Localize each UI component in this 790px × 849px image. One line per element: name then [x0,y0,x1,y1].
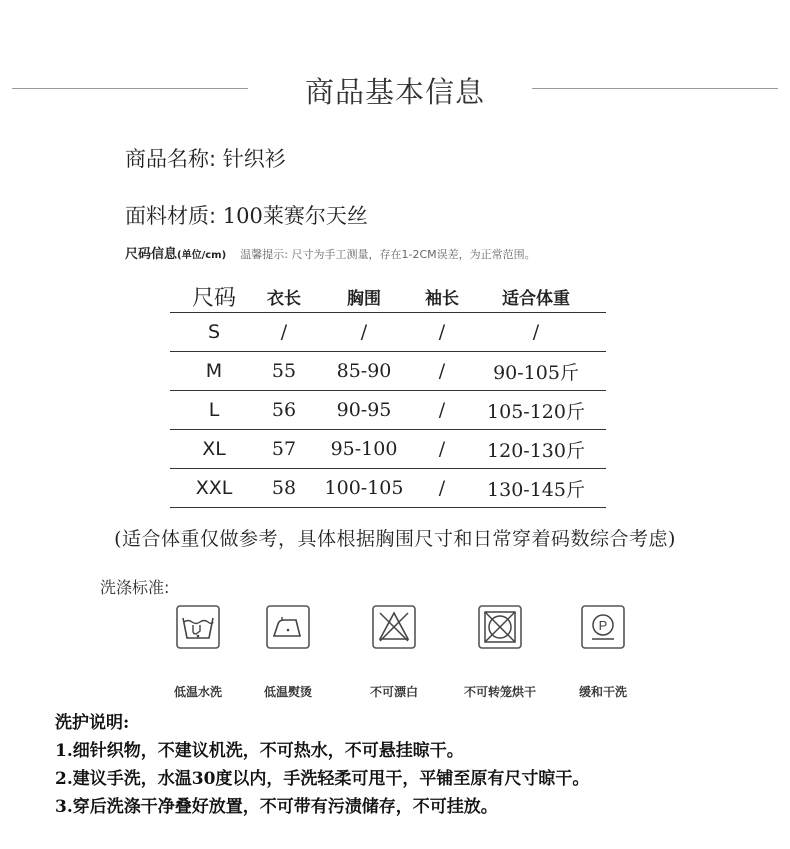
chest-cell: 100-105 [310,469,418,508]
care-line: 1.细针织物，不建议机洗，不可热水，不可悬挂晾干。 [55,741,464,761]
size-cell: L [170,391,258,430]
size-info-heading [125,243,536,262]
low-temp-iron-label: 低温熨烫 [263,685,312,699]
care-line: 2.建议手洗，水温30度以内，手洗轻柔可甩干，平铺至原有尺寸晾干。 [55,769,590,789]
size-cell: XL [170,430,258,469]
size-table [170,280,606,508]
product-name-value: 针织衫 [222,147,286,171]
length-cell: 57 [258,430,310,469]
care-line: 3.穿后洗涤干净叠好放置，不可带有污渍储存，不可挂放。 [55,797,498,817]
weight-note: (适合体重仅做参考，具体根据胸围尺寸和日常穿着码数综合考虑) [114,528,676,550]
size-cell: S [170,313,258,352]
svg-text:P: P [598,618,608,633]
chest-cell: 90-95 [310,391,418,430]
chest-cell: / [310,313,418,352]
table-row [170,469,606,508]
size-header-sleeve: 袖长 [418,280,466,313]
weight-cell: 120-130斤 [466,430,606,469]
product-material-value: 100莱赛尔天丝 [222,204,368,228]
size-cell: XXL [170,469,258,508]
table-row [170,430,606,469]
chest-cell: 95-100 [310,430,418,469]
low-temp-iron-icon [266,605,310,649]
weight-cell: 90-105斤 [466,352,606,391]
no-tumble-dry-label: 不可转笼烘干 [463,685,536,699]
size-cell: M [170,352,258,391]
table-row [170,391,606,430]
sleeve-cell: / [418,391,466,430]
sleeve-cell: / [418,313,466,352]
size-header-weight: 适合体重 [466,280,606,313]
no-tumble-dry-icon [478,605,522,649]
size-info-tip: 温馨提示: 尺寸为手工测量，存在1-2CM误差，为正常范围。 [240,248,536,261]
product-name-row [125,143,286,173]
no-bleach-label: 不可漂白 [369,685,418,699]
low-temp-wash-label: 低温水洗 [173,685,222,699]
chest-cell: 85-90 [310,352,418,391]
weight-cell: 105-120斤 [466,391,606,430]
length-cell: / [258,313,310,352]
sleeve-cell: / [418,430,466,469]
table-row [170,313,606,352]
length-cell: 58 [258,469,310,508]
size-header-length: 衣长 [258,280,310,313]
weight-cell: / [466,313,606,352]
product-name-label: 商品名称: [125,147,217,171]
gentle-dry-clean-icon [581,605,625,649]
table-row [170,352,606,391]
wash-standard-title: 洗涤标准: [100,578,170,597]
no-bleach-icon [372,605,416,649]
length-cell: 56 [258,391,310,430]
gentle-dry-clean-label: 缓和干洗 [578,685,627,699]
size-header-size: 尺码 [170,280,258,313]
size-table-header [170,280,606,313]
size-info-title: 尺码信息 [125,247,178,262]
sleeve-cell: / [418,352,466,391]
product-material-label: 面料材质: [125,204,217,228]
care-title: 洗护说明: [55,713,130,733]
sleeve-cell: / [418,469,466,508]
size-info-unit: (单位/cm) [177,250,227,261]
page-title: 商品基本信息 [304,75,485,109]
product-material-row [125,200,368,230]
length-cell: 55 [258,352,310,391]
size-header-chest: 胸围 [310,280,418,313]
title-divider-right [532,88,778,89]
low-temp-wash-icon [176,605,220,649]
weight-cell: 130-145斤 [466,469,606,508]
